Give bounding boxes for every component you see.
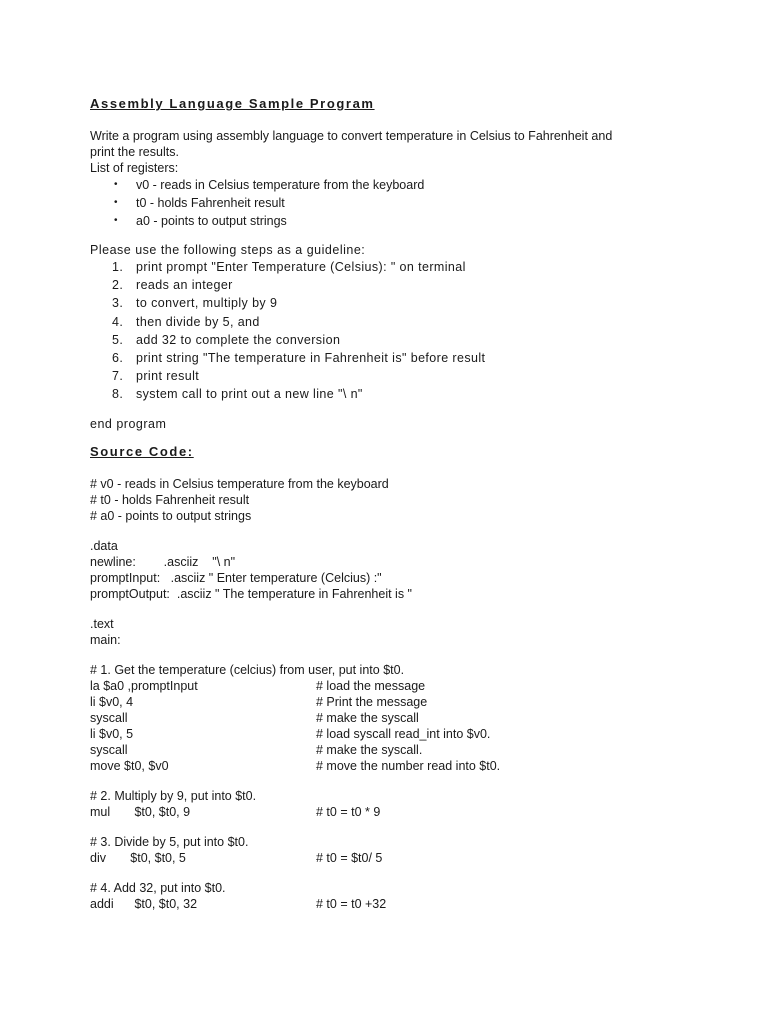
list-item: 6. print string "The temperature in Fahrenheit is" before result [112,350,486,365]
code-block-4 [90,880,690,912]
code-line: main: [90,632,121,647]
code-block-1 [90,662,690,774]
code-comment: # 3. Divide by 5, put into $t0. [90,834,249,849]
page-title: Assembly Language Sample Program [90,96,375,111]
intro-text [90,128,690,176]
code-comment: # v0 - reads in Celsius temperature from the keyboard [90,476,389,491]
intro-line-1: Write a program using assembly language to convert temperature in Celsius to Fahrenheit and [90,129,613,143]
source-code-heading: Source Code: [90,443,194,459]
code-line: addi $t0, $t0, 32 # t0 = t0 +32 [90,896,387,911]
code-comment: # 2. Multiply by 9, put into $t0. [90,788,257,803]
code-line: li $v0, 5 # load syscall read_int into $v0. [90,726,491,741]
code-block-2 [90,788,690,820]
document-page [90,96,690,912]
code-line: move $t0, $v0 # move the number read into $t0. [90,758,501,773]
list-item: • a0 - points to output strings [114,214,287,228]
steps-heading: Please use the following steps as a guideline: [90,243,366,257]
code-line: li $v0, 4 # Print the message [90,694,428,709]
code-line: la $a0 ,promptInput # load the message [90,678,426,693]
intro-line-2: print the results. [90,145,179,159]
list-item: 8. system call to print out a new line "\ n" [112,387,363,402]
code-line: newline: .asciiz "\ n" [90,554,236,569]
code-line: mul $t0, $t0, 9 # t0 = t0 * 9 [90,804,381,819]
code-line: .text [90,616,114,631]
bullet-icon: • [114,197,118,208]
list-item: 4. then divide by 5, and [112,314,260,329]
list-item: 3. to convert, multiply by 9 [112,296,278,311]
data-section [90,538,690,602]
list-item: 5. add 32 to complete the conversion [112,332,341,347]
code-block-3 [90,834,690,866]
bullet-icon: • [114,179,118,190]
end-program-text: end program [90,416,167,431]
list-item: 2. reads an integer [112,278,233,293]
list-item: • v0 - reads in Celsius temperature from the keyboard [114,178,425,192]
code-line: promptOutput: .asciiz " The temperature in Fahrenheit is " [90,586,412,601]
list-item: 1. print prompt "Enter Temperature (Celsius): " on terminal [112,260,466,274]
code-line: promptInput: .asciiz " Enter temperature (Celcius) :" [90,570,382,585]
list-item: 7. print result [112,369,200,384]
registers-list [90,176,690,230]
code-line: .data [90,538,118,553]
code-comment: # 1. Get the temperature (celcius) from user, put into $t0. [90,662,405,677]
code-comment: # a0 - points to output strings [90,508,252,523]
code-comment: # t0 - holds Fahrenheit result [90,492,250,507]
text-section [90,616,690,648]
code-line: syscall # make the syscall. [90,742,423,757]
registers-heading: List of registers: [90,161,179,175]
bullet-icon: • [114,215,118,226]
steps-list [90,258,690,404]
header-comments [90,476,690,524]
code-line: syscall # make the syscall [90,710,419,725]
code-line: div $t0, $t0, 5 # t0 = $t0/ 5 [90,850,383,865]
list-item: • t0 - holds Fahrenheit result [114,196,285,210]
code-comment: # 4. Add 32, put into $t0. [90,880,226,895]
